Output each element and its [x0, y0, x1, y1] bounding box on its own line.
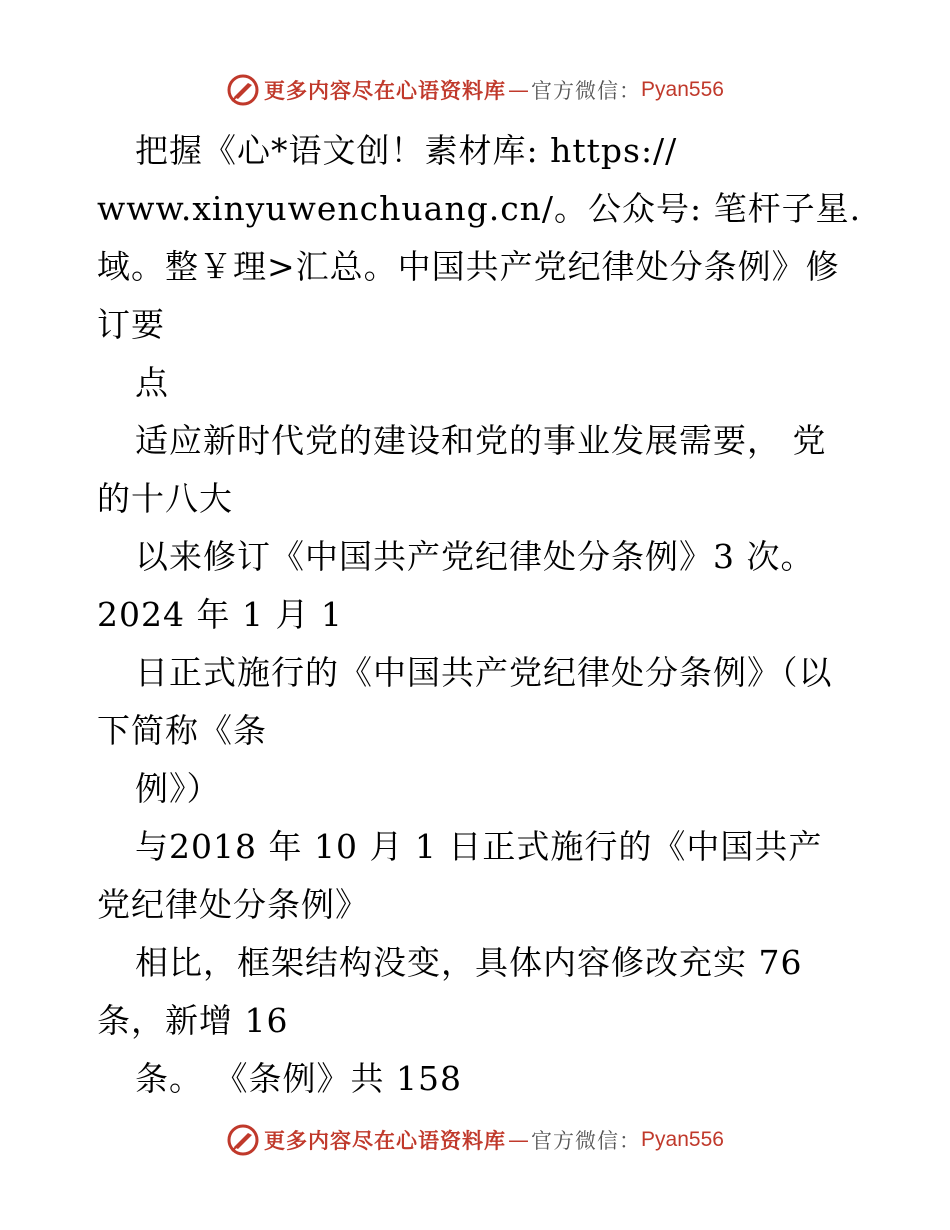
text-line: 日正式施行的《中国共产党纪律处分条例》（以 [135, 653, 833, 692]
quill-logo-icon [226, 1123, 260, 1157]
watermark-slogan: 更多内容尽在心语资料库 [264, 79, 507, 103]
text-line: 订要 [97, 305, 165, 344]
watermark-slogan: 更多内容尽在心语资料库 [264, 1129, 507, 1153]
text-line: 条，新增 16 [97, 1001, 289, 1040]
header-watermark [0, 70, 950, 110]
text-line: 把握《心*语文创！素材库: https:// [135, 131, 678, 170]
watermark-wechat-id: Pyan556 [641, 78, 724, 101]
text-line: 点 [135, 363, 169, 402]
watermark-wechat-id: Pyan556 [641, 1128, 724, 1151]
text-line: www.xinyuwenchuang.cn/。公众号: 笔杆子星. [97, 189, 862, 228]
watermark-label: 官方微信： [531, 79, 642, 103]
text-line: 例》） [135, 769, 221, 808]
watermark-label: 官方微信： [531, 1129, 642, 1153]
watermark-dash: — [508, 78, 530, 102]
watermark-dash: — [508, 1128, 530, 1152]
quill-logo-icon [226, 73, 260, 107]
text-line: 以来修订《中国共产党纪律处分条例》3 次。 [135, 537, 815, 576]
text-line: 的十八大 [97, 479, 233, 518]
text-line: 与2018 年 10 月 1 日正式施行的《中国共产 [135, 827, 823, 866]
text-line: 域。整￥理>汇总。中国共产党纪律处分条例》修 [97, 247, 840, 286]
text-line: 条。 《条例》共 158 [135, 1059, 462, 1098]
footer-watermark [0, 1120, 950, 1160]
text-line: 2024 年 1 月 1 [97, 595, 343, 634]
text-line: 适应新时代党的建设和党的事业发展需要， 党 [135, 421, 827, 460]
text-line: 党纪律处分条例》 [97, 885, 369, 924]
document-body [97, 122, 862, 1108]
text-line: 下简称《条 [97, 711, 267, 750]
text-line: 相比，框架结构没变，具体内容修改充实 76 [135, 943, 803, 982]
